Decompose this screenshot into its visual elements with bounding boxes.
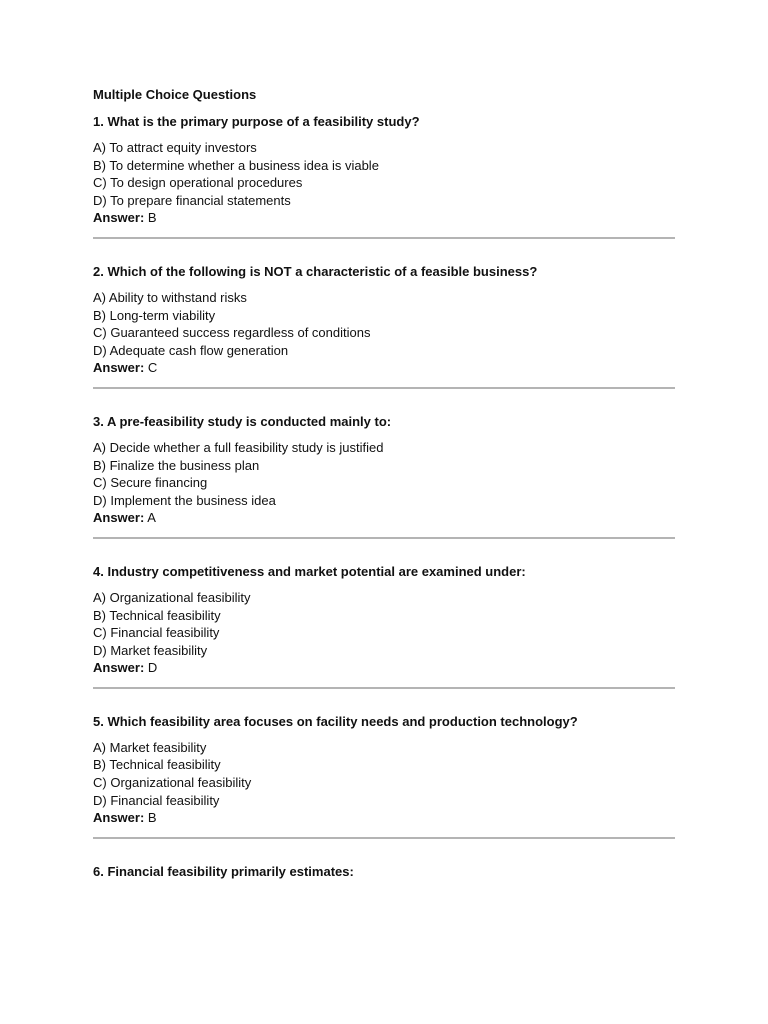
answer-label: Answer: xyxy=(93,360,145,376)
answer-line xyxy=(93,209,675,227)
answer-label: Answer: xyxy=(93,210,145,226)
option-a: A) To attract equity investors xyxy=(93,140,257,155)
answer-value: C xyxy=(147,360,158,376)
answer-value: D xyxy=(147,660,158,676)
answer-value: B xyxy=(147,210,157,226)
option-d: D) Market feasibility xyxy=(93,642,208,658)
option-a: A) Organizational feasibility xyxy=(93,589,251,605)
document-page xyxy=(93,86,675,889)
option-b: B) Technical feasibility xyxy=(93,607,221,623)
options-list xyxy=(93,739,675,809)
options-list xyxy=(93,439,675,509)
option-a: A) Market feasibility xyxy=(93,739,207,755)
question-3 xyxy=(93,413,675,527)
option-c: C) Guaranteed success regardless of conditions xyxy=(93,325,371,341)
option-d: D) Financial feasibility xyxy=(93,792,220,808)
options-list xyxy=(93,139,675,209)
section-divider xyxy=(93,387,675,389)
answer-label: Answer: xyxy=(93,810,145,826)
answer-value: B xyxy=(147,810,157,826)
option-d: D) Implement the business idea xyxy=(93,492,276,508)
question-text: 5. Which feasibility area focuses on facility needs and production technology? xyxy=(93,713,578,729)
answer-line xyxy=(93,809,675,827)
option-a: A) Ability to withstand risks xyxy=(93,289,247,305)
question-4 xyxy=(93,563,675,677)
option-b: B) To determine whether a business idea is viable xyxy=(93,157,379,173)
answer-label: Answer: xyxy=(93,510,145,526)
option-c: C) To design operational procedures xyxy=(93,175,303,191)
option-b: B) Long-term viability xyxy=(93,307,216,323)
answer-line xyxy=(93,509,675,527)
option-b: B) Technical feasibility xyxy=(93,757,221,773)
section-divider xyxy=(93,687,675,689)
question-text: 1. What is the primary purpose of a feasibility study? xyxy=(93,114,420,129)
option-d: D) To prepare financial statements xyxy=(93,192,291,208)
option-c: C) Organizational feasibility xyxy=(93,775,252,791)
option-b: B) Finalize the business plan xyxy=(93,457,260,473)
options-list xyxy=(93,289,675,359)
options-list xyxy=(93,589,675,659)
section-divider xyxy=(93,537,675,539)
question-text: 6. Financial feasibility primarily estimates: xyxy=(93,863,354,879)
question-6 xyxy=(93,863,675,881)
answer-line xyxy=(93,359,675,377)
document-title: Multiple Choice Questions xyxy=(93,87,257,102)
question-5 xyxy=(93,713,675,827)
question-text: 2. Which of the following is NOT a characteristic of a feasible business? xyxy=(93,263,538,279)
section-divider xyxy=(93,837,675,839)
question-1 xyxy=(93,113,675,227)
option-c: C) Secure financing xyxy=(93,475,208,491)
option-a: A) Decide whether a full feasibility study is justified xyxy=(93,439,384,455)
question-text: 4. Industry competitiveness and market potential are examined under: xyxy=(93,563,526,579)
option-d: D) Adequate cash flow generation xyxy=(93,342,289,358)
answer-label: Answer: xyxy=(93,660,145,676)
answer-line xyxy=(93,659,675,677)
section-divider xyxy=(93,237,675,239)
question-text: 3. A pre-feasibility study is conducted mainly to: xyxy=(93,413,392,429)
question-2 xyxy=(93,263,675,377)
option-c: C) Financial feasibility xyxy=(93,625,220,641)
answer-value: A xyxy=(147,510,156,526)
